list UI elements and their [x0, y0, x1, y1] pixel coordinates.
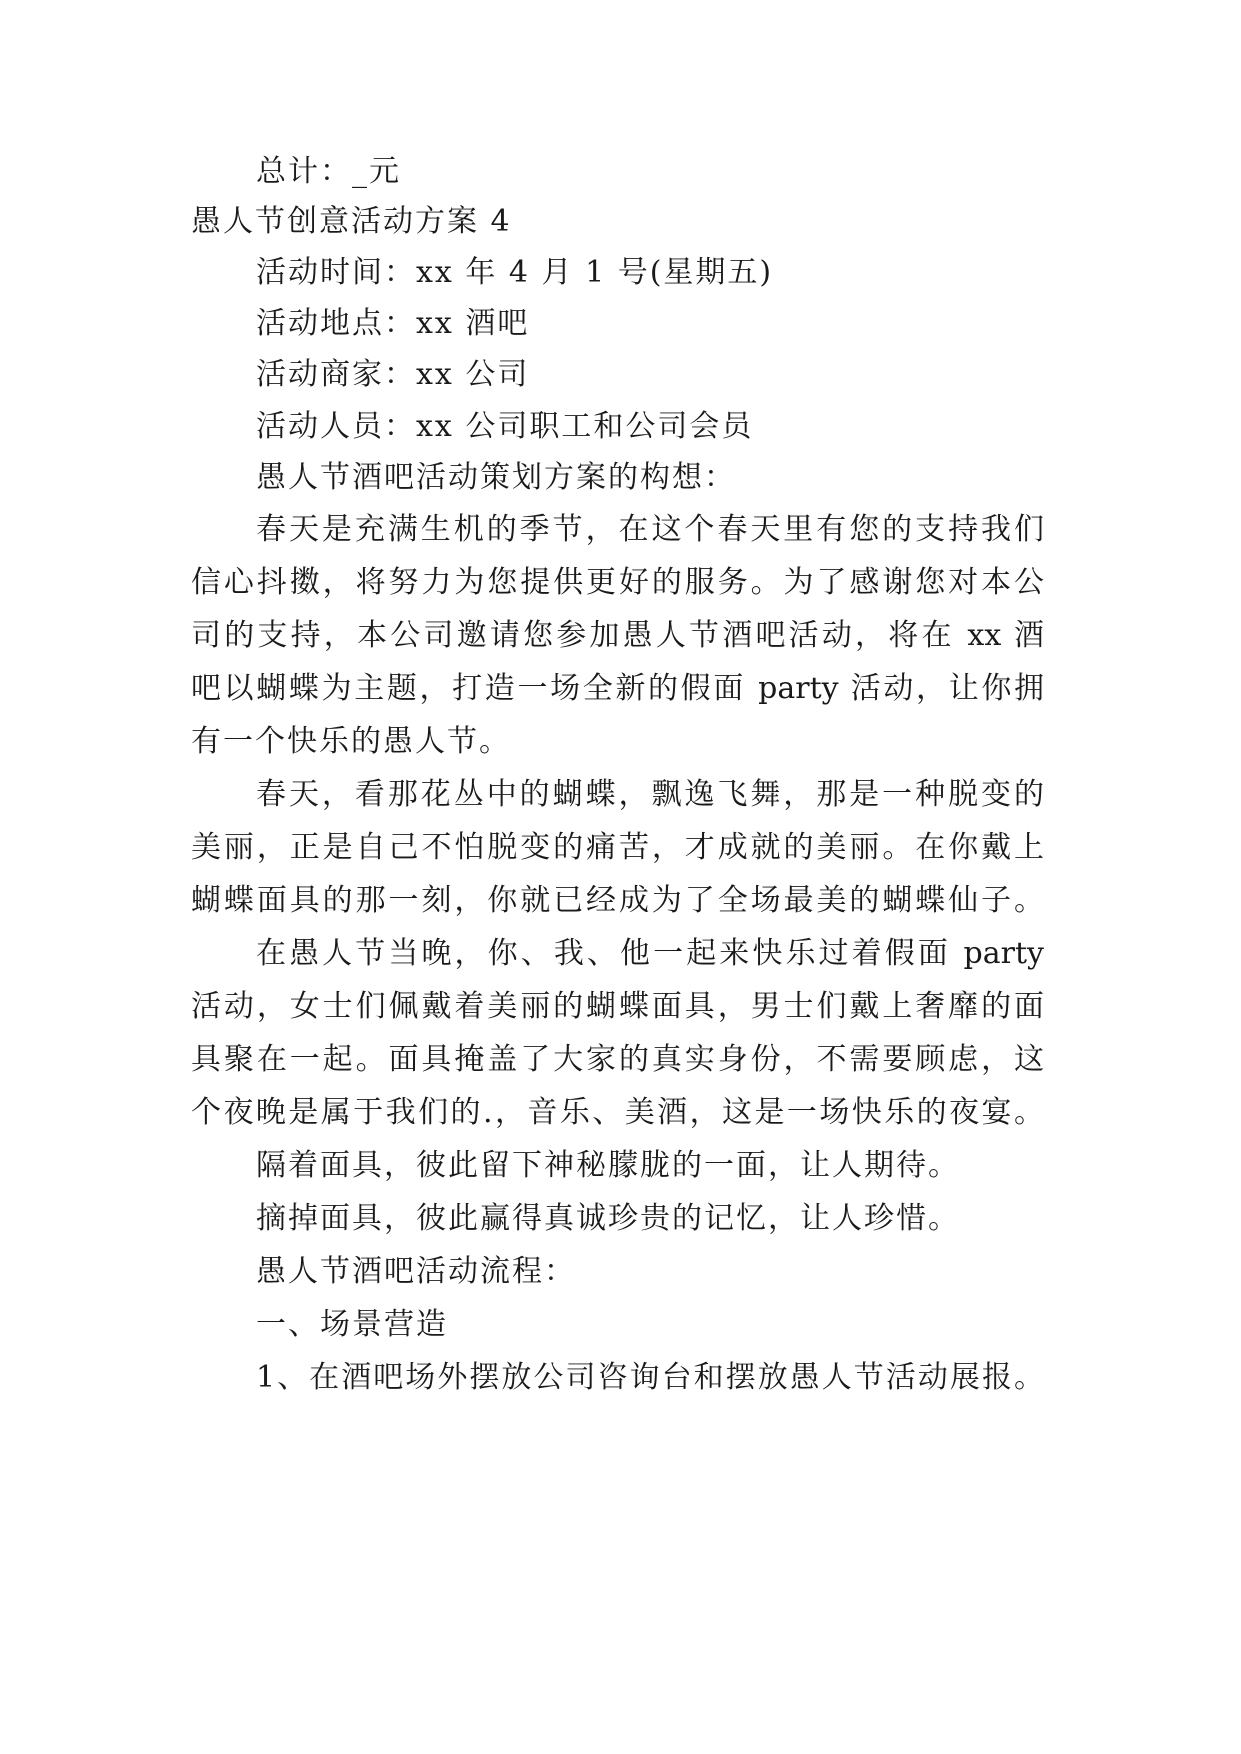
paragraph-line: 摘掉面具，彼此赢得真诚珍贵的记忆，让人珍惜。 — [256, 1201, 960, 1236]
total-line: 总计：_元 — [256, 154, 401, 189]
event-merchant-line: 活动商家：xx 公司 — [256, 357, 530, 392]
subsection-heading: 一、场景营造 — [256, 1307, 448, 1342]
paragraph-line: 春天，看那花丛中的蝴蝶，飘逸飞舞，那是一种脱变的 — [256, 777, 1044, 812]
paragraph-line: 美丽，正是自己不怕脱变的痛苦，才成就的美丽。在你戴上 — [191, 830, 1044, 865]
paragraph-line: 具聚在一起。面具掩盖了大家的真实身份，不需要顾虑，这 — [191, 1042, 1044, 1077]
paragraph-line: 在愚人节当晚，你、我、他一起来快乐过着假面 party — [256, 936, 1044, 971]
paragraph-line: 蝴蝶面具的那一刻，你就已经成为了全场最美的蝴蝶仙子。 — [191, 883, 1044, 918]
paragraph-line: 活动，女士们佩戴着美丽的蝴蝶面具，男士们戴上奢靡的面 — [191, 989, 1044, 1024]
process-heading: 愚人节酒吧活动流程： — [256, 1254, 576, 1289]
event-time-line: 活动时间：xx 年 4 月 1 号(星期五) — [256, 255, 774, 290]
event-location-line: 活动地点：xx 酒吧 — [256, 306, 530, 341]
paragraph-line: 信心抖擞，将努力为您提供更好的服务。为了感谢您对本公 — [191, 565, 1044, 600]
paragraph-line: 隔着面具，彼此留下神秘朦胧的一面，让人期待。 — [256, 1148, 960, 1183]
event-attendees-line: 活动人员：xx 公司职工和公司会员 — [256, 409, 754, 444]
paragraph-line: 有一个快乐的愚人节。 — [191, 724, 511, 759]
paragraph-line: 个夜晚是属于我们的.，音乐、美酒，这是一场快乐的夜宴。 — [191, 1095, 1044, 1130]
section-heading: 愚人节创意活动方案 4 — [191, 204, 512, 239]
paragraph-line: 司的支持，本公司邀请您参加愚人节酒吧活动，将在 xx 酒 — [191, 618, 1044, 653]
paragraph-line: 春天是充满生机的季节，在这个春天里有您的支持我们 — [256, 512, 1044, 547]
paragraph-line: 吧以蝴蝶为主题，打造一场全新的假面 party 活动，让你拥 — [191, 671, 1044, 706]
list-item: 1、在酒吧场外摆放公司咨询台和摆放愚人节活动展报。 — [256, 1360, 1044, 1395]
concept-heading: 愚人节酒吧活动策划方案的构想： — [256, 460, 736, 495]
